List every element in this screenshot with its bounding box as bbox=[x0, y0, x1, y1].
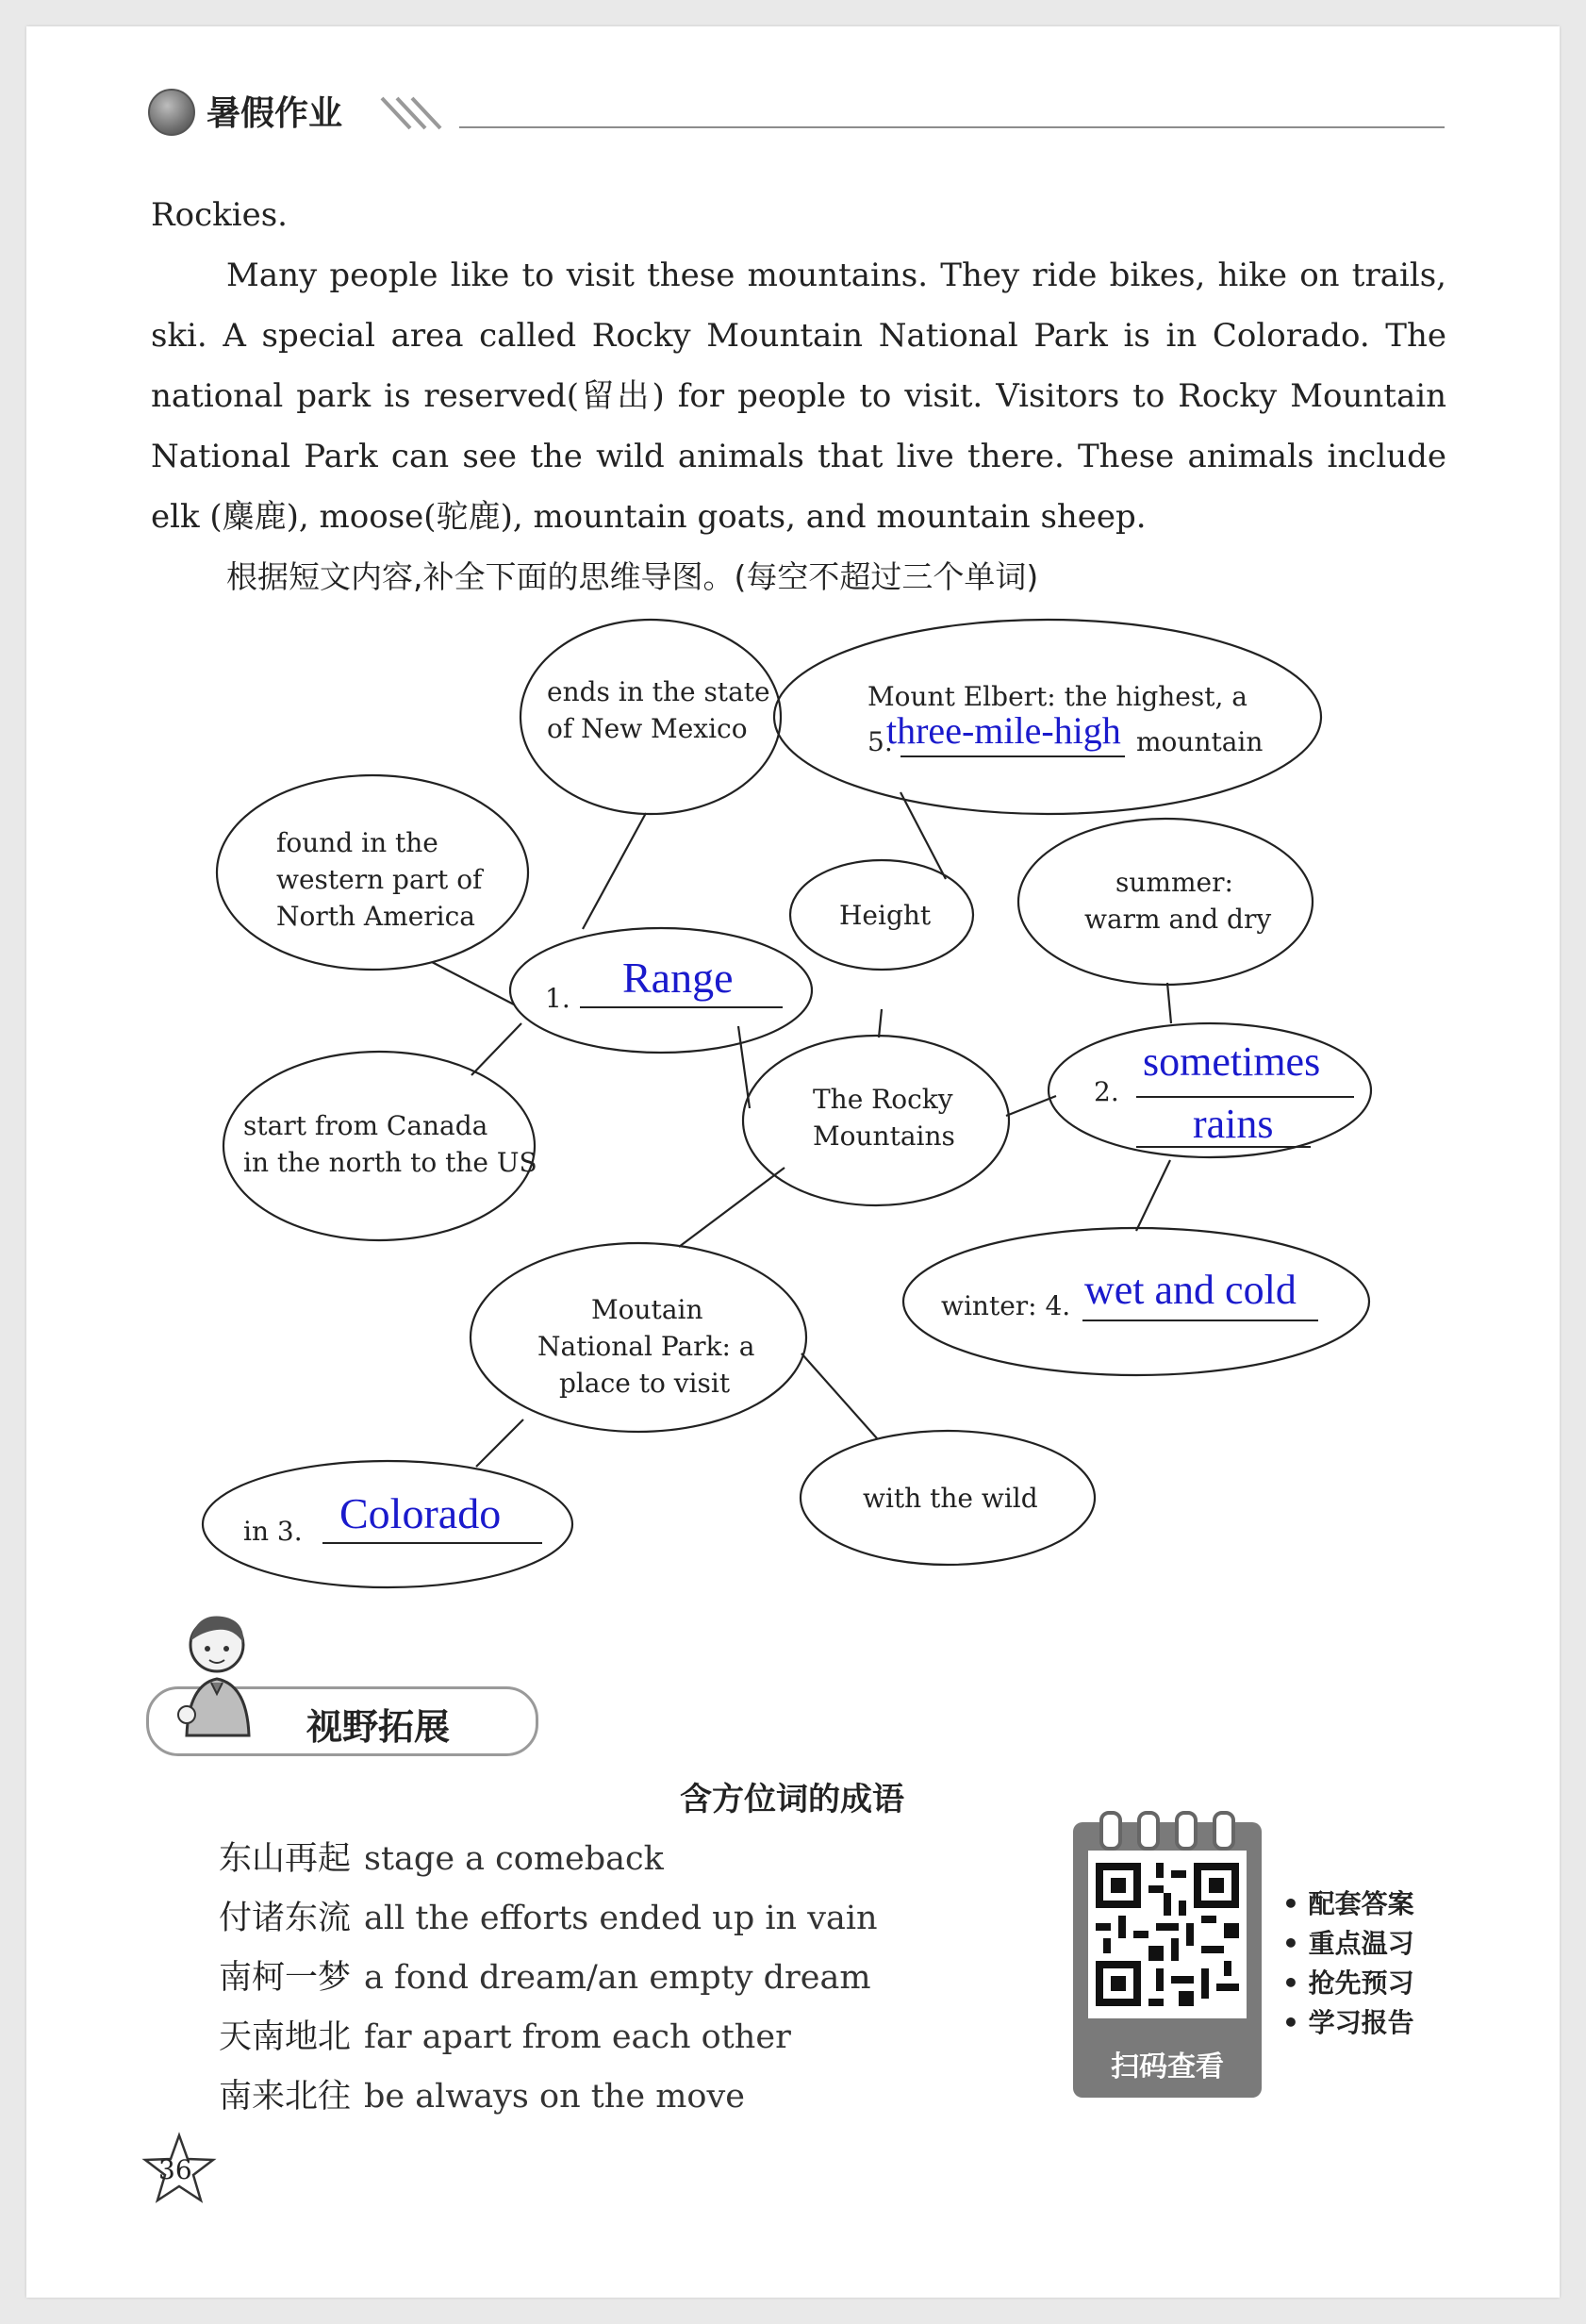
connector-park-wild bbox=[801, 1353, 877, 1438]
passage-paragraph: Many people like to visit these mountains. They ride bikes, hike on trails, ski. A special area called Rocky Mountain National Park is in Colorado. The national park is reserved(留出) for people to visit. Visitors to Rocky Mountain National Park can see the wild animals that live there. These animals include elk (麋鹿), moose(驼鹿), mountain goats, and mountain sheep. bbox=[151, 257, 1446, 536]
elbert-answer: three-mile-high bbox=[886, 709, 1121, 752]
idiom-en: stage a comeback bbox=[364, 1840, 664, 1878]
climate-answer-2: rains bbox=[1193, 1101, 1274, 1147]
idiom-zh: 付诸东流 bbox=[219, 1900, 352, 1937]
elbert-suffix: mountain bbox=[1136, 726, 1264, 757]
center-line1: The Rocky bbox=[813, 1084, 953, 1115]
passage-line-0: Rockies. bbox=[151, 196, 288, 234]
range-top-line2: of New Mexico bbox=[547, 713, 748, 744]
connector-range-top bbox=[583, 813, 646, 929]
connector-climate-winter bbox=[1136, 1160, 1170, 1231]
qr-card[interactable] bbox=[1073, 1822, 1262, 2098]
ring-icon bbox=[1099, 1811, 1122, 1851]
park-line2: National Park: a bbox=[537, 1331, 755, 1362]
connector-height-center bbox=[879, 1009, 882, 1038]
qr-item: • 重点温习 bbox=[1282, 1924, 1414, 1964]
idiom-subtitle: 含方位词的成语 bbox=[680, 1781, 904, 1818]
idiom-row bbox=[219, 2008, 878, 2067]
summer-line2: warm and dry bbox=[1084, 904, 1272, 935]
qr-code-icon[interactable] bbox=[1088, 1851, 1247, 2018]
idiom-row bbox=[219, 2067, 878, 2127]
page-number: 36 bbox=[158, 2154, 192, 2185]
range-bottom-line2: in the north to the US bbox=[243, 1147, 537, 1178]
range-bottom-line1: start from Canada bbox=[243, 1110, 488, 1141]
ring-icon bbox=[1213, 1811, 1235, 1851]
winter-answer: wet and cold bbox=[1084, 1267, 1297, 1313]
summer-line1: summer: bbox=[1115, 867, 1233, 898]
node-range-bottom bbox=[223, 1052, 535, 1240]
qr-pattern bbox=[1088, 1851, 1247, 2018]
ring-icon bbox=[1175, 1811, 1198, 1851]
range-top-line1: ends in the state bbox=[547, 676, 770, 707]
idiom-zh: 南柯一梦 bbox=[219, 1959, 352, 1997]
park-line3: place to visit bbox=[559, 1368, 731, 1399]
elbert-line1: Mount Elbert: the highest, a bbox=[867, 681, 1247, 712]
qr-item: • 配套答案 bbox=[1282, 1884, 1414, 1924]
instruction-text: 根据短文内容,补全下面的思维导图。(每空不超过三个单词) bbox=[226, 558, 1039, 595]
park-in-answer: Colorado bbox=[339, 1489, 502, 1537]
connector-center-climate bbox=[1006, 1096, 1056, 1116]
elbert-prefix: 5. bbox=[867, 726, 893, 757]
qr-feature-list bbox=[1282, 1884, 1414, 2043]
idiom-list bbox=[219, 1830, 878, 2127]
climate-answer-1: sometimes bbox=[1143, 1038, 1321, 1085]
idiom-en: a fond dream/an empty dream bbox=[364, 1959, 871, 1997]
idiom-zh: 南来北往 bbox=[219, 2078, 352, 2116]
idiom-en: be always on the move bbox=[364, 2078, 745, 2116]
park-in-prefix: in 3. bbox=[243, 1516, 303, 1547]
ring-icon bbox=[1137, 1811, 1160, 1851]
idiom-zh: 东山再起 bbox=[219, 1840, 352, 1878]
qr-item: • 抢先预习 bbox=[1282, 1964, 1414, 2003]
park-line1: Moutain bbox=[591, 1294, 703, 1325]
connector-range-left bbox=[432, 962, 514, 1004]
idiom-zh: 天南地北 bbox=[219, 2018, 352, 2056]
winter-prefix: winter: 4. bbox=[941, 1290, 1071, 1321]
range-left-line3: North America bbox=[276, 901, 475, 932]
qr-item: • 学习报告 bbox=[1282, 2003, 1414, 2043]
connector-range-bottom bbox=[471, 1023, 521, 1075]
connector-park-in bbox=[476, 1419, 523, 1467]
range-answer: Range bbox=[622, 954, 734, 1002]
idiom-row bbox=[219, 1830, 878, 1889]
range-prefix: 1. bbox=[545, 983, 570, 1014]
header-title: 暑假作业 bbox=[207, 94, 343, 133]
park-wild-label: with the wild bbox=[863, 1483, 1038, 1514]
height-label: Height bbox=[839, 900, 932, 931]
node-summer bbox=[1018, 819, 1313, 985]
center-line2: Mountains bbox=[813, 1120, 955, 1152]
idiom-en: far apart from each other bbox=[364, 2018, 791, 2056]
climate-prefix: 2. bbox=[1094, 1076, 1119, 1107]
connector-center-park bbox=[679, 1168, 785, 1247]
idiom-row bbox=[219, 1949, 878, 2008]
range-left-line2: western part of bbox=[276, 864, 483, 895]
connector-climate-summer bbox=[1167, 983, 1171, 1023]
idiom-en: all the efforts ended up in vain bbox=[364, 1900, 878, 1937]
qr-footer: 扫码查看 bbox=[1111, 2050, 1224, 2083]
boy-illustration-icon bbox=[158, 1603, 281, 1745]
section-title: 视野拓展 bbox=[306, 1706, 451, 1748]
range-left-line1: found in the bbox=[276, 827, 438, 858]
idiom-row bbox=[219, 1889, 878, 1949]
